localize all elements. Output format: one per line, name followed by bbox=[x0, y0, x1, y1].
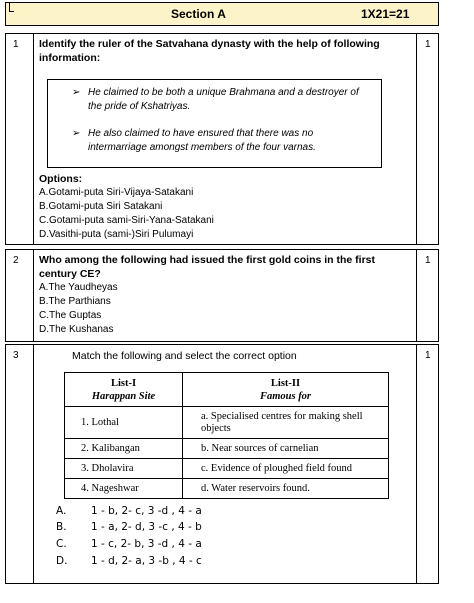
column-divider bbox=[416, 34, 417, 244]
list-1-item: 3. Dholavira bbox=[65, 459, 183, 479]
section-marks: 1X21=21 bbox=[361, 7, 410, 21]
answer-label: C. bbox=[56, 538, 67, 550]
information-box bbox=[47, 79, 382, 168]
answer-option-b bbox=[56, 521, 202, 533]
column-divider bbox=[416, 250, 417, 341]
question-number: 2 bbox=[13, 255, 19, 266]
answer-option-a bbox=[56, 505, 202, 517]
arrow-bullet-icon: ➢ bbox=[72, 128, 81, 139]
question-text: Who among the following had issued the first gold coins in the first century CE? bbox=[39, 254, 375, 280]
list-1-header bbox=[65, 373, 183, 407]
arrow-bullet-icon: ➢ bbox=[72, 87, 81, 98]
list-2-subtitle: Famous for bbox=[259, 390, 312, 402]
option-c: C.Gotami-puta sami-Siri-Yana-Satakani bbox=[39, 215, 214, 226]
list-1-title: List-I bbox=[110, 377, 137, 389]
question-3-block bbox=[5, 344, 439, 584]
option-b: B.Gotami-puta Siri Satakani bbox=[39, 201, 163, 212]
column-divider bbox=[33, 250, 34, 341]
list-2-item: b. Near sources of carnelian bbox=[183, 439, 389, 459]
table-row bbox=[65, 439, 389, 459]
question-number: 1 bbox=[13, 39, 19, 50]
answer-text: 1 - c, 2- b, 3 -d , 4 - a bbox=[91, 538, 202, 550]
answer-label: A. bbox=[56, 505, 67, 517]
list-1-subtitle: Harappan Site bbox=[91, 390, 156, 402]
match-table bbox=[64, 372, 389, 499]
list-2-item: c. Evidence of ploughed field found bbox=[183, 459, 389, 479]
column-divider bbox=[33, 345, 34, 583]
answer-label: D. bbox=[56, 555, 68, 567]
question-marks: 1 bbox=[425, 39, 431, 50]
option-d: D.The Kushanas bbox=[39, 324, 114, 335]
list-1-item: 4. Nageshwar bbox=[65, 479, 183, 499]
info-bullet-1: He claimed to be both a unique Brahmana and a destroyer of the pride of Kshatriyas. bbox=[88, 87, 359, 112]
table-row bbox=[65, 407, 389, 439]
list-2-header bbox=[183, 373, 389, 407]
match-instruction: Match the following and select the correct option bbox=[72, 350, 297, 362]
option-a: A.The Yaudheyas bbox=[39, 282, 118, 293]
section-header bbox=[5, 2, 439, 26]
info-bullet-2: He also claimed to have ensured that there was no intermarriage amongst members of the four varnas. bbox=[88, 128, 316, 153]
options-heading: Options: bbox=[39, 173, 83, 185]
answer-label: B. bbox=[56, 521, 67, 533]
column-divider bbox=[33, 34, 34, 244]
answer-text: 1 - d, 2- a, 3 -b , 4 - c bbox=[91, 555, 202, 567]
list-2-item-text: a. Specialised centres for making shell objects bbox=[201, 410, 363, 434]
section-title: Section A bbox=[171, 7, 226, 21]
answer-text: 1 - b, 2- c, 3 -d , 4 - a bbox=[91, 505, 202, 517]
match-table-header bbox=[65, 373, 389, 407]
option-a: A.Gotami-puta Siri-Vijaya-Satakani bbox=[39, 187, 194, 198]
list-1-item: 1. Lothal bbox=[65, 407, 183, 439]
list-1-item: 2. Kalibangan bbox=[65, 439, 183, 459]
answer-option-d bbox=[56, 555, 202, 567]
option-b: B.The Parthians bbox=[39, 296, 111, 307]
question-number: 3 bbox=[13, 350, 19, 361]
answer-option-c bbox=[56, 538, 202, 550]
question-marks: 1 bbox=[425, 350, 431, 361]
table-row bbox=[65, 459, 389, 479]
question-2-block bbox=[5, 249, 439, 342]
list-2-item: d. Water reservoirs found. bbox=[183, 479, 389, 499]
column-divider bbox=[416, 345, 417, 583]
header-corner-mark bbox=[9, 3, 14, 12]
option-d: D.Vasithi-puta (sami-)Siri Pulumayi bbox=[39, 229, 194, 240]
table-row bbox=[65, 479, 389, 499]
question-marks: 1 bbox=[425, 255, 431, 266]
list-2-title: List-II bbox=[270, 377, 301, 389]
question-1-block bbox=[5, 33, 439, 245]
answer-text: 1 - a, 2- d, 3 -c , 4 - b bbox=[91, 521, 202, 533]
list-2-item bbox=[183, 407, 389, 439]
option-c: C.The Guptas bbox=[39, 310, 102, 321]
question-text: Identify the ruler of the Satvahana dynasty with the help of following information: bbox=[39, 38, 380, 64]
